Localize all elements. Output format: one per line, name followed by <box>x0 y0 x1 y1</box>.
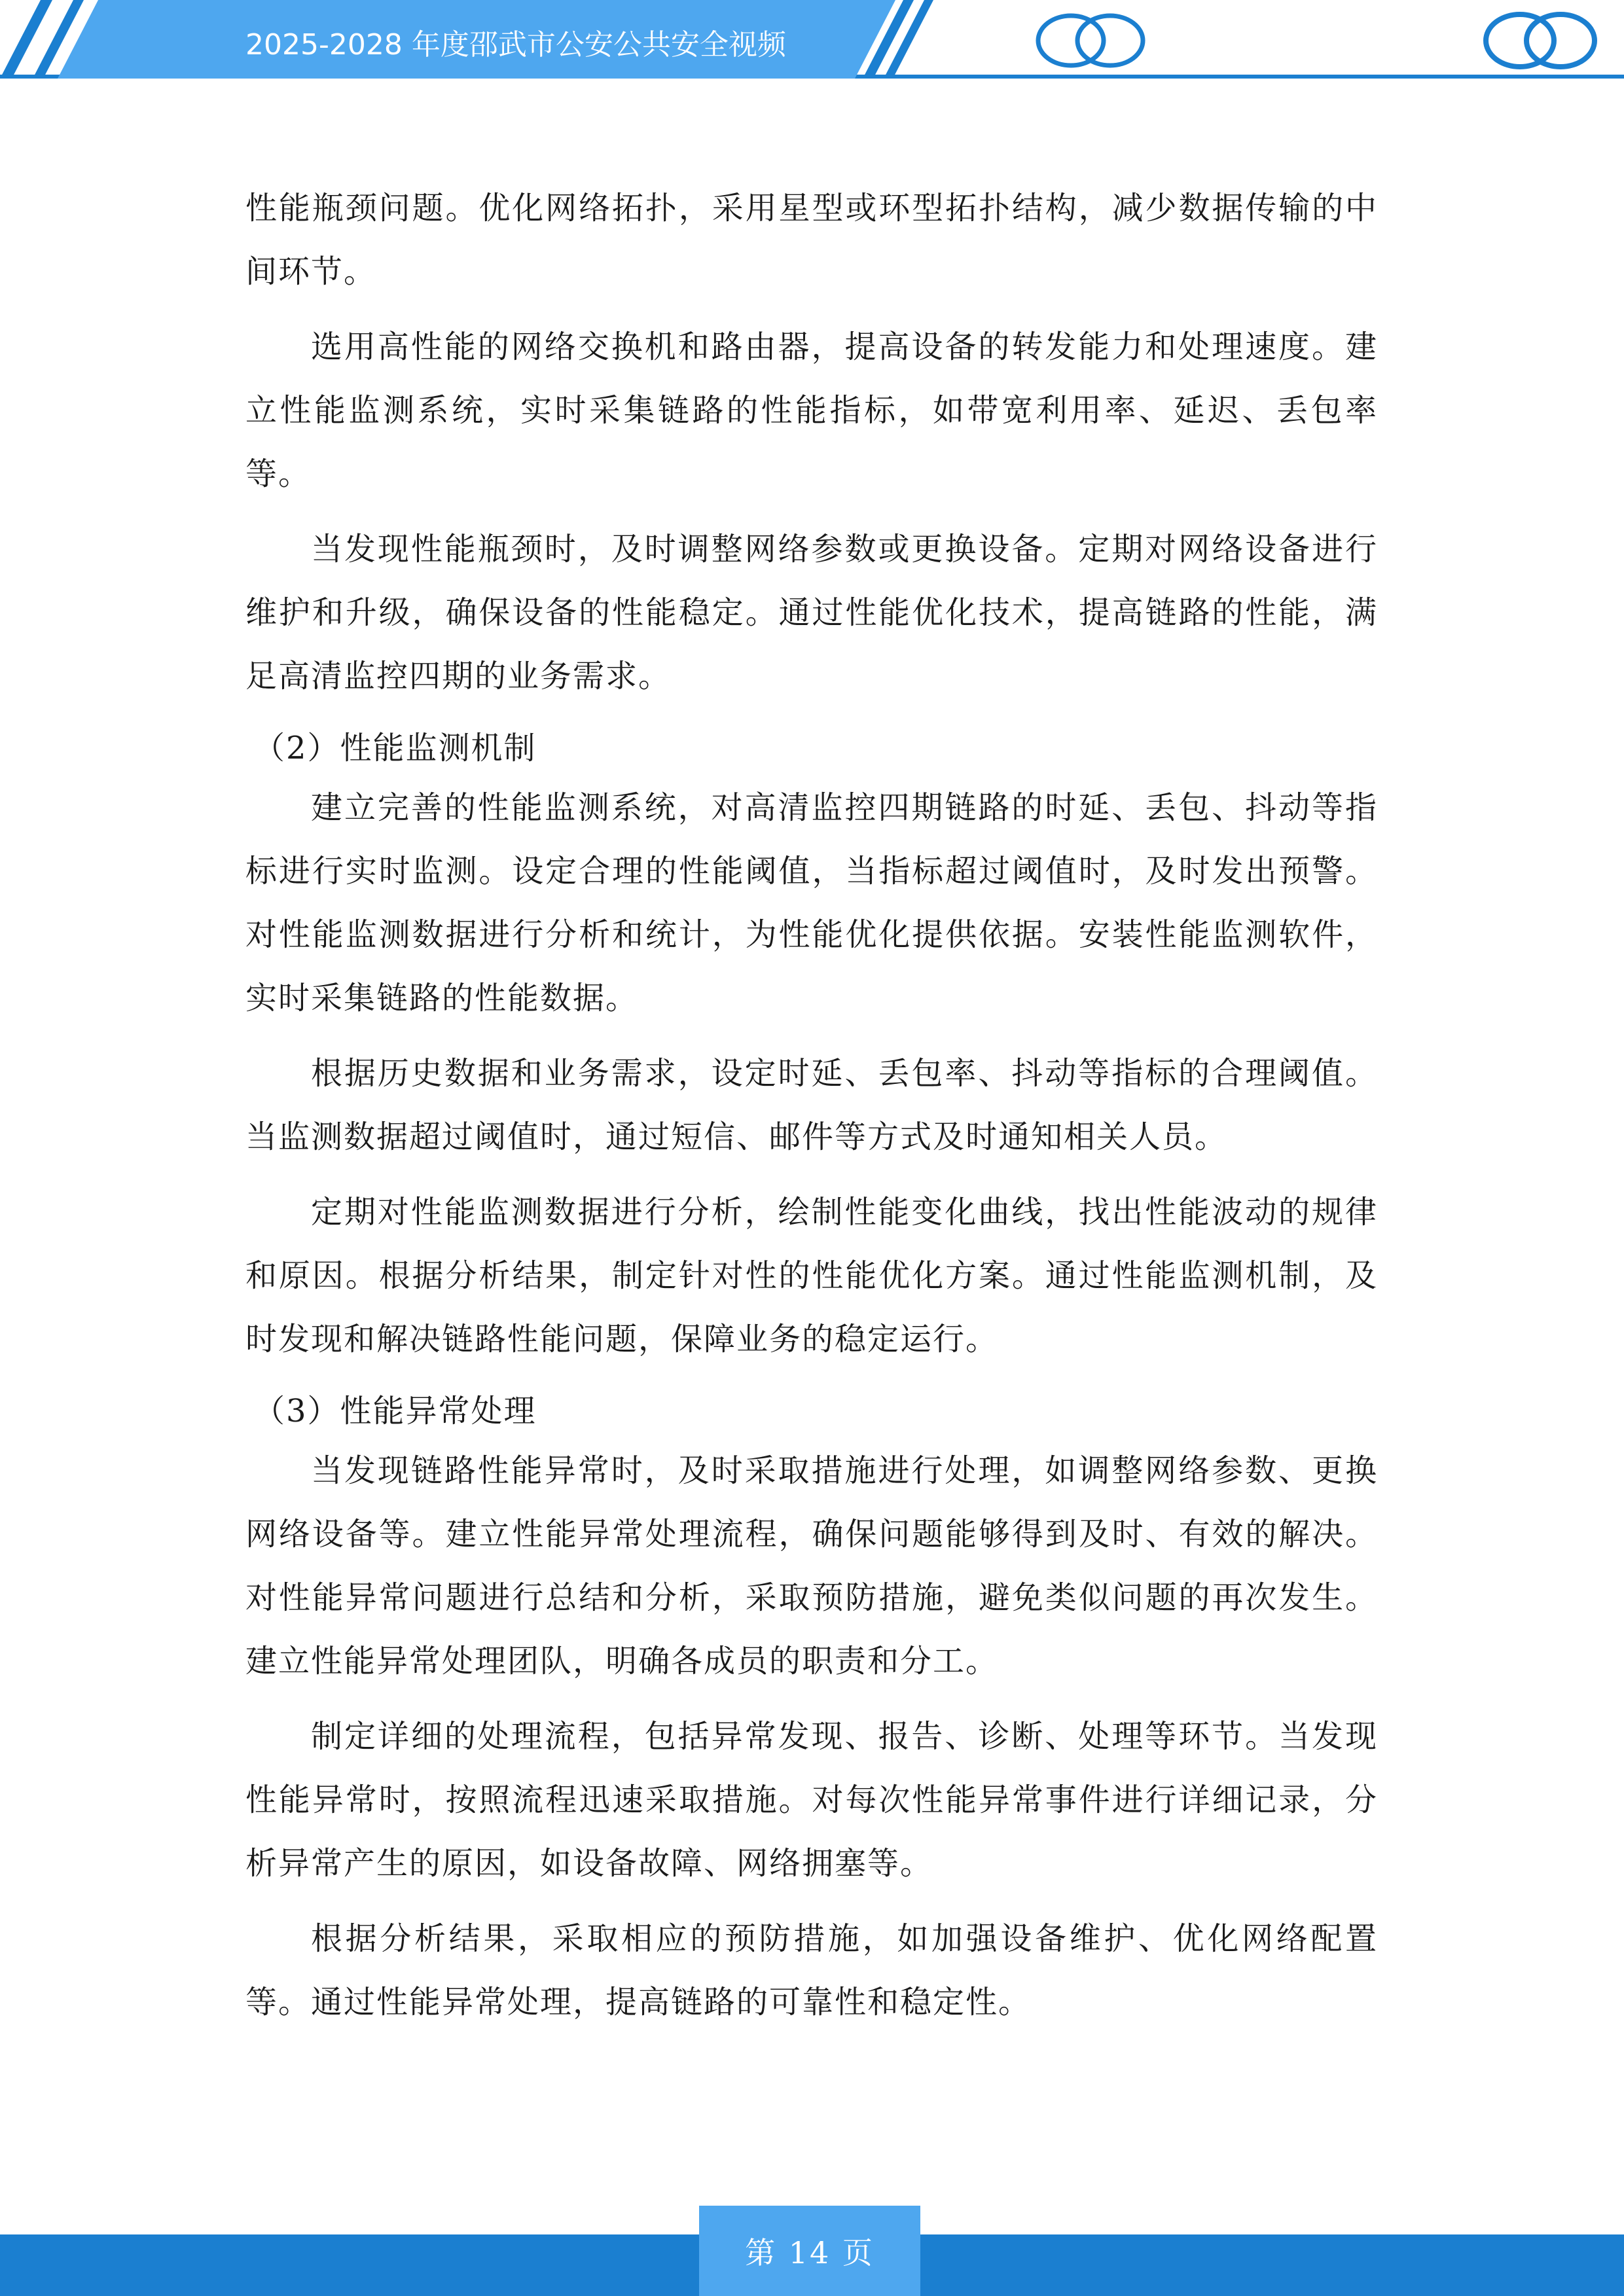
page-number: 第 14 页 <box>745 2235 875 2270</box>
paragraph-5: 根据历史数据和业务需求，设定时延、丢包率、抖动等指标的合理阈值。当监测数据超过阈值时，通过短信、邮件等方式及时通知相关人员。 <box>245 1055 1378 1155</box>
page-number-box <box>699 2206 920 2296</box>
paragraph-6: 定期对性能监测数据进行分析，绘制性能变化曲线，找出性能波动的规律和原因。根据分析结果，制定针对性的性能优化方案。通过性能监测机制，及时发现和解决链路性能问题，保障业务的稳定运行。 <box>245 1194 1378 1357</box>
paragraph-2: 选用高性能的网络交换机和路由器，提高设备的转发能力和处理速度。建立性能监测系统，实时采集链路的性能指标，如带宽利用率、延迟、丢包率等。 <box>245 329 1378 492</box>
paragraph-9: 根据分析结果，采取相应的预防措施，如加强设备维护、优化网络配置等。通过性能异常处理，提高链路的可靠性和稳定性。 <box>245 1920 1378 2020</box>
paragraph-4: 建立完善的性能监测系统，对高清监控四期链路的时延、丢包、抖动等指标进行实时监测。设定合理的性能阈值，当指标超过阈值时，及时发出预警。对性能监测数据进行分析和统计，为性能优化提供依据。安装性能监测软件，实时采集链路的性能数据。 <box>245 789 1378 1016</box>
page-header <box>0 0 1624 85</box>
paragraph-1: 性能瓶颈问题。优化网络拓扑，采用星型或环型拓扑结构，减少数据传输的中间环节。 <box>245 190 1378 290</box>
header-title: 2025-2028 年度邵武市公安公共安全视频 <box>245 28 786 62</box>
right-logo-icon <box>1486 14 1595 67</box>
section-heading-3: （3）性能异常处理 <box>253 1393 537 1429</box>
paragraph-3: 当发现性能瓶颈时，及时调整网络参数或更换设备。定期对网络设备进行维护和升级，确保设备的性能稳定。通过性能优化技术，提高链路的性能，满足高清监控四期的业务需求。 <box>245 531 1378 694</box>
center-logo-icon <box>1038 16 1143 65</box>
section-heading-2: （2）性能监测机制 <box>253 730 537 766</box>
document-body <box>245 177 1378 2046</box>
paragraph-7: 当发现链路性能异常时，及时采取措施进行处理，如调整网络参数、更换网络设备等。建立性能异常处理流程，确保问题能够得到及时、有效的解决。对性能异常问题进行总结和分析，采取预防措施，避免类似问题的再次发生。建立性能异常处理团队，明确各成员的职责和分工。 <box>245 1452 1378 1679</box>
paragraph-8: 制定详细的处理流程，包括异常发现、报告、诊断、处理等环节。当发现性能异常时，按照流程迅速采取措施。对每次性能异常事件进行详细记录，分析异常产生的原因，如设备故障、网络拥塞等。 <box>245 1718 1378 1882</box>
